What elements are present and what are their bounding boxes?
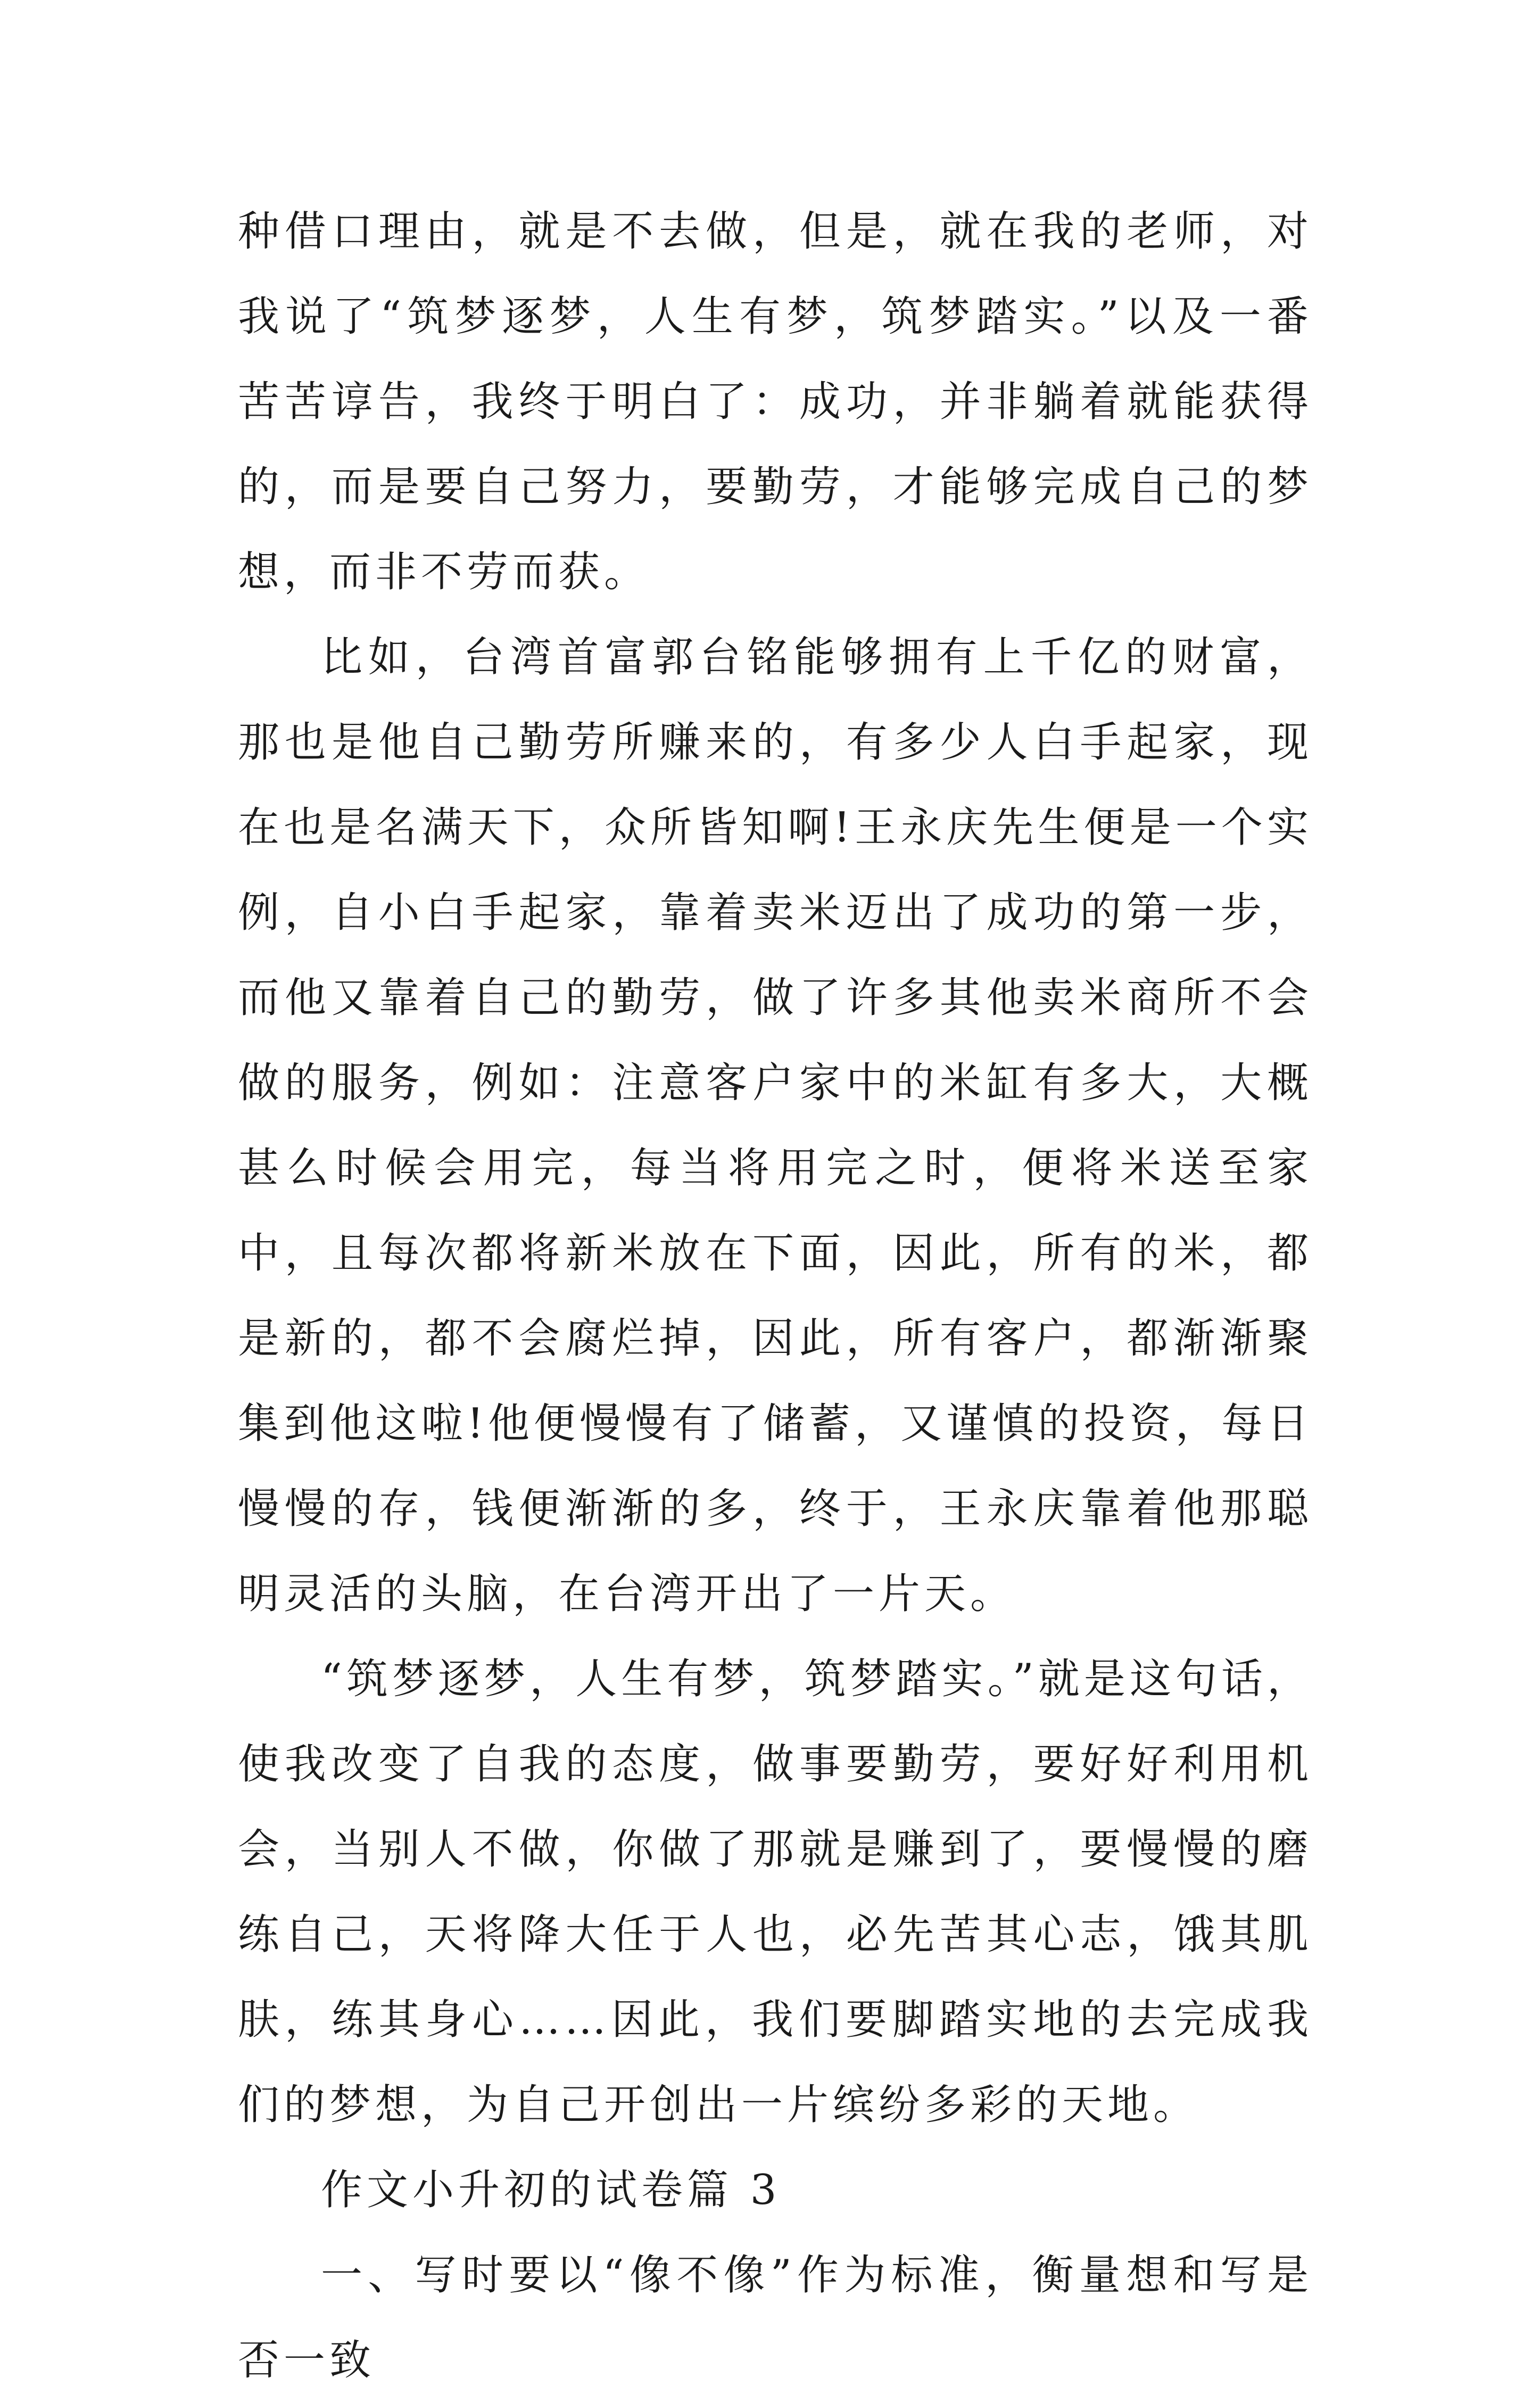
paragraph-point-one: 一、写时要以“像不像”作为标准，衡量想和写是否一致	[238, 2251, 1313, 2384]
paragraph-conclusion: “筑梦逐梦，人生有梦，筑梦踏实。”就是这句话，使我改变了自我的态度，做事要勤劳，要好好利用机会，当别人不做，你做了那就是赚到了，要慢慢的磨练自己，天将降大任于人也，必先苦其心志，饿其肌肤，练其身心……因此，我们要脚踏实地的去完成我们的梦想，为自己开创出一片缤纷多彩的天地。	[238, 1655, 1313, 2129]
paragraph-example: 比如，台湾首富郭台铭能够拥有上千亿的财富，那也是他自己勤劳所赚来的，有多少人白手起家，现在也是名满天下，众所皆知啊!王永庆先生便是一个实例，自小白手起家，靠着卖米迈出了成功的第一步，而他又靠着自己的勤劳，做了许多其他卖米商所不会做的服务，例如：注意客户家中的米缸有多大，大概甚么时候会用完，每当将用完之时，便将米送至家中，且每次都将新米放在下面，因此，所有的米，都是新的，都不会腐烂掉，因此，所有客户，都渐渐聚集到他这啦!他便慢慢有了储蓄，又谨慎的投资，每日慢慢的存，钱便渐渐的多，终于，王永庆靠着他那聪明灵活的头脑，在台湾开出了一片天。	[238, 633, 1313, 1618]
section-heading: 作文小升初的试卷篇 3	[321, 2166, 781, 2214]
document-body	[238, 189, 1313, 2403]
paragraph-continuation: 种借口理由，就是不去做，但是，就在我的老师，对我说了“筑梦逐梦，人生有梦，筑梦踏实。”以及一番苦苦谆告，我终于明白了：成功，并非躺着就能获得的，而是要自己努力，要勤劳，才能够完成自己的梦想，而非不劳而获。	[238, 208, 1313, 596]
